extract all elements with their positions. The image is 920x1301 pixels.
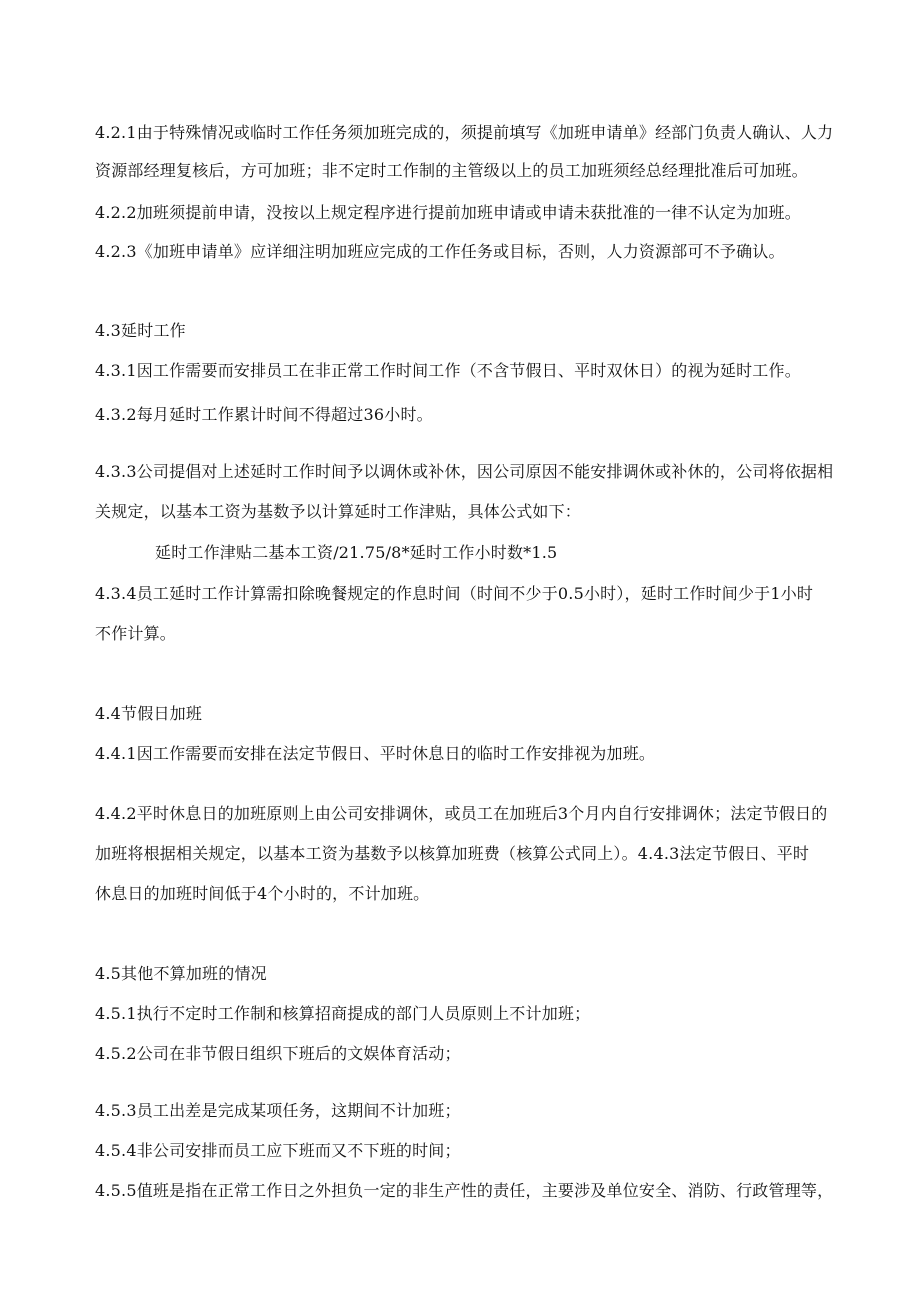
paragraph-4-5-1: 4.5.1执行不定时工作制和核算招商提成的部门人员原则上不计加班； [95, 1004, 591, 1023]
paragraph-4-4-2-line-2: 加班将根据相关规定，以基本工资为基数予以核算加班费（核算公式同上）。4.4.3法定节假日、平时 [95, 844, 810, 863]
paragraph-4-4-1: 4.4.1因工作需要而安排在法定节假日、平时休息日的临时工作安排视为加班。 [95, 744, 656, 763]
paragraph-4-2-1-line-2: 资源部经理复核后，方可加班；非不定时工作制的主管级以上的员工加班须经总经理批准后可加班。 [95, 161, 808, 180]
formula-line: 延时工作津贴二基本工资/21.75/8*延时工作小时数*1.5 [155, 543, 558, 562]
paragraph-4-3-4-line-1: 4.3.4员工延时工作计算需扣除晚餐规定的作息时间（时间不少于0.5小时），延时工作时间少于1小时 [95, 584, 814, 603]
paragraph-4-5-2: 4.5.2公司在非节假日组织下班后的文娱体育活动； [95, 1044, 461, 1063]
paragraph-4-3-3-line-2: 关规定，以基本工资为基数予以计算延时工作津贴，具体公式如下： [95, 502, 582, 521]
paragraph-4-2-1-line-1: 4.2.1由于特殊情况或临时工作任务须加班完成的，须提前填写《加班申请单》经部门负责人确认、人力 [95, 123, 834, 142]
paragraph-4-5-4: 4.5.4非公司安排而员工应下班而又不下班的时间； [95, 1141, 461, 1160]
paragraph-4-3-3-line-1: 4.3.3公司提倡对上述延时工作时间予以调休或补休，因公司原因不能安排调休或补休的，公司将依据相 [95, 462, 834, 481]
section-heading-4-4: 4.4节假日加班 [95, 704, 203, 723]
paragraph-4-3-4-line-2: 不作计算。 [95, 624, 177, 643]
paragraph-4-2-3: 4.2.3《加班申请单》应详细注明加班应完成的工作任务或目标，否则，人力资源部可不予确认。 [95, 242, 785, 261]
section-heading-4-3: 4.3延时工作 [95, 321, 186, 340]
section-heading-4-5: 4.5其他不算加班的情况 [95, 964, 267, 983]
paragraph-4-2-2: 4.2.2加班须提前申请，没按以上规定程序进行提前加班申请或申请未获批准的一律不认定为加班。 [95, 203, 801, 222]
paragraph-4-3-2: 4.3.2每月延时工作累计时间不得超过36小时。 [95, 405, 433, 424]
paragraph-4-4-2-line-1: 4.4.2平时休息日的加班原则上由公司安排调休，或员工在加班后3个月内自行安排调休；法定节假日的 [95, 804, 828, 823]
paragraph-4-3-1: 4.3.1因工作需要而安排员工在非正常工作时间工作（不含节假日、平时双休日）的视为延时工作。 [95, 361, 801, 380]
paragraph-4-4-3-line: 休息日的加班时间低于4个小时的，不计加班。 [95, 884, 430, 903]
paragraph-4-5-3: 4.5.3员工出差是完成某项任务，这期间不计加班； [95, 1101, 461, 1120]
paragraph-4-5-5: 4.5.5值班是指在正常工作日之外担负一定的非生产性的责任，主要涉及单位安全、消防、行政管理等， [95, 1181, 834, 1200]
